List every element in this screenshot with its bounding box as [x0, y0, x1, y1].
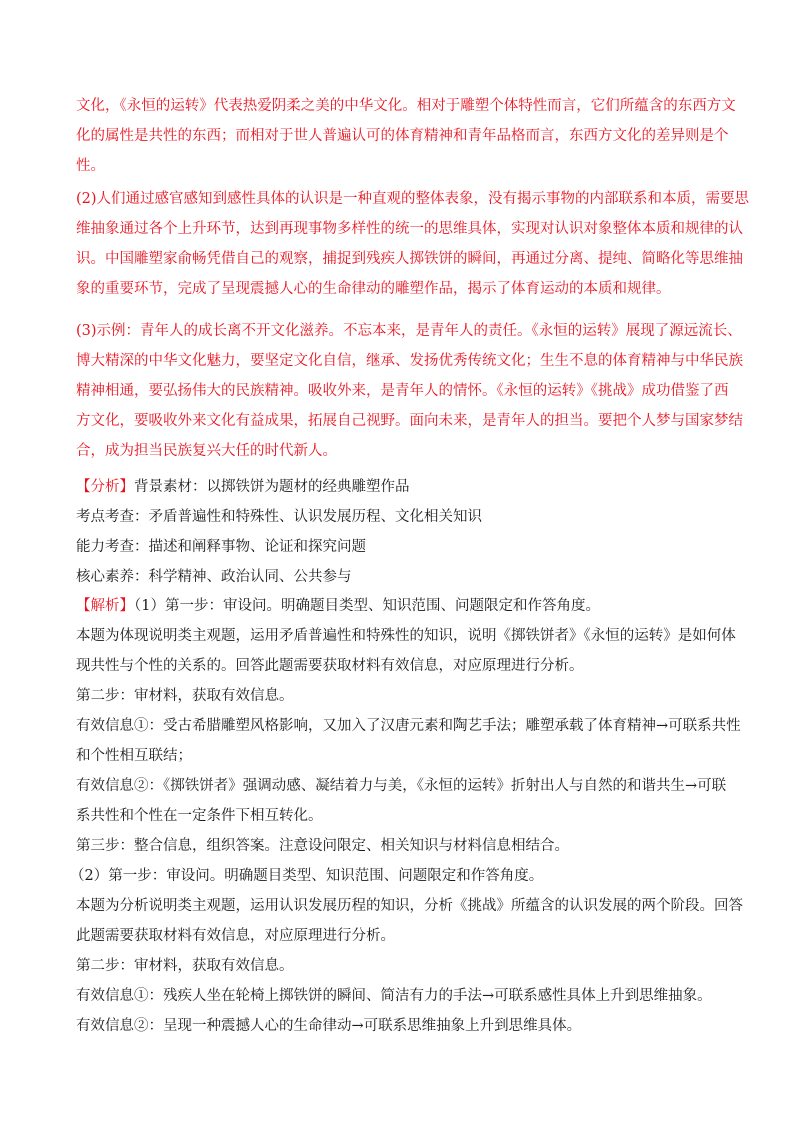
text-line: 识。中国雕塑家俞畅凭借自己的观察，捕捉到残疾人掷铁饼的瞬间，再通过分离、提纯、简略化等思维抽 [76, 251, 743, 267]
answer-paragraph-2 [76, 184, 750, 304]
text-line: 合，成为担当民族复兴大任的时代新人。 [76, 443, 337, 459]
answer-paragraph-1 [76, 91, 736, 181]
q2-info1: 有效信息①：残疾人坐在轮椅上掷铁饼的瞬间、简洁有力的手法→可联系感性具体上升到思维抽象。 [76, 988, 712, 1004]
explanation-tag: 【解析】 [76, 598, 134, 614]
text-line: 化的属性是共性的东西；而相对于世人普遍认可的体育精神和青年品格而言，东西方文化的差异则是个 [76, 128, 729, 144]
analysis-background-line [76, 472, 726, 502]
q2-step2: 第二步：审材料，获取有效信息。 [76, 958, 294, 974]
analysis-background: 背景素材：以掷铁饼为题材的经典雕塑作品 [134, 479, 410, 495]
text-line: (2)人们通过感官感知到感性具体的认识是一种直观的整体表象，没有揭示事物的内部联系和本质，需要思 [76, 191, 750, 207]
q2-description: 此题需要获取材料有效信息，对应原理进行分析。 [76, 928, 395, 944]
q1-step2: 第二步：审材料，获取有效信息。 [76, 688, 294, 704]
text-line: 博大精深的中华文化魅力，要坚定文化自信，继承、发扬优秀传统文化；生生不息的体育精神与中华民族 [76, 353, 743, 369]
answer-paragraph-3 [76, 316, 743, 466]
q2-description: 本题为分析说明类主观题，运用认识发展历程的知识，分析《挑战》所蕴含的认识发展的两个阶段。回答 [76, 898, 743, 914]
analysis-literacy: 核心素养：科学精神、政治认同、公共参与 [76, 569, 352, 585]
q1-description: 本题为体现说明类主观题，运用矛盾普遍性和特殊性的知识，说明《掷铁饼者》《永恒的运转》是如何体 [76, 628, 736, 644]
q2-info2: 有效信息②：呈现一种震撼人心的生命律动→可联系思维抽象上升到思维具体。 [76, 1018, 582, 1034]
q1-info1: 有效信息①：受古希腊雕塑风格影响，又加入了汉唐元素和陶艺手法；雕塑承载了体育精神→可联系共性 [76, 718, 741, 734]
text-line: 维抽象通过各个上升环节，达到再现事物多样性的统一的思维具体，实现对认识对象整体本质和规律的认 [76, 221, 743, 237]
q1-description: 现共性与个性的关系的。回答此题需要获取材料有效信息，对应原理进行分析。 [76, 658, 584, 674]
text-line: 文化，《永恒的运转》代表热爱阴柔之美的中华文化。相对于雕塑个体特性而言，它们所蕴含的东西方文 [76, 98, 736, 114]
analysis-ability: 能力考查：描述和阐释事物、论证和探究问题 [76, 539, 366, 555]
q1-step1: （1）第一步：审设问。明确题目类型、知识范围、问题限定和作答角度。 [134, 598, 600, 614]
text-line: 象的重要环节，完成了呈现震撼人心的生命律动的雕塑作品，揭示了体育运动的本质和规律。 [76, 281, 671, 297]
analysis-knowledge: 考点考查：矛盾普遍性和特殊性、认识发展历程、文化相关知识 [76, 509, 482, 525]
q1-info1: 和个性相互联结； [76, 748, 192, 764]
q1-step3: 第三步：整合信息，组织答案。注意设问限定、相关知识与材料信息相结合。 [76, 838, 569, 854]
q1-step1-line [76, 591, 726, 621]
q2-step1: （2）第一步：审设问。明确题目类型、知识范围、问题限定和作答角度。 [70, 868, 544, 884]
analysis-tag: 【分析】 [76, 479, 134, 495]
text-line: 精神相通，要弘扬伟大的民族精神。吸收外来，是青年人的情怀。《永恒的运转》《挑战》成功借鉴了西 [76, 383, 729, 399]
text-line: (3)示例：青年人的成长离不开文化滋养。不忘本来，是青年人的责任。《永恒的运转》展现了源远流长、 [76, 323, 742, 339]
text-line: 性。 [76, 158, 105, 174]
q1-info2: 系共性和个性在一定条件下相互转化。 [76, 808, 323, 824]
q1-info2: 有效信息②：《掷铁饼者》强调动感、凝结着力与美，《永恒的运转》折射出人与自然的和谐共生→可联 [76, 778, 727, 794]
explanation-section [70, 591, 743, 1041]
text-line: 方文化，要吸收外来文化有益成果，拓展自己视野。面向未来，是青年人的担当。要把个人梦与国家梦结 [76, 413, 743, 429]
analysis-section [76, 472, 726, 592]
